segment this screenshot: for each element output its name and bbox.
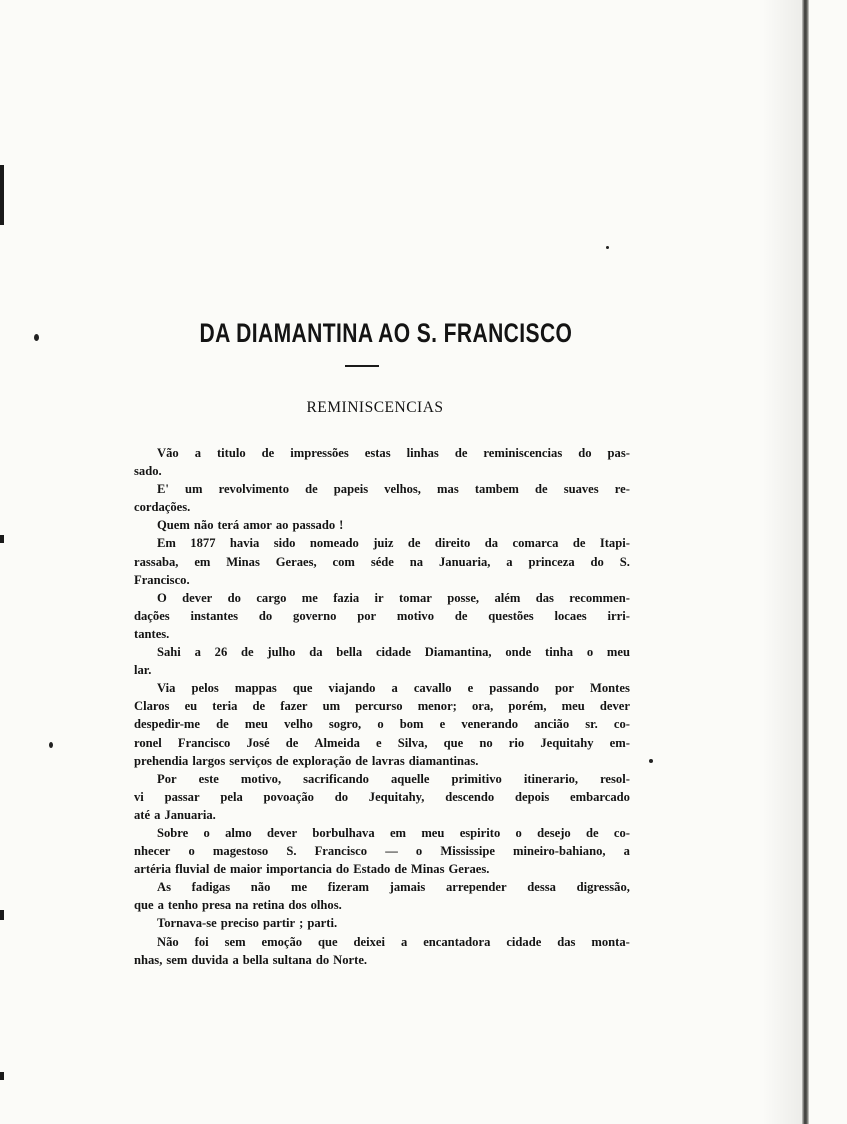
word: tomar xyxy=(398,590,432,605)
word: do xyxy=(258,608,273,623)
word: Via xyxy=(157,681,176,696)
word: amor xyxy=(243,518,272,533)
word: de xyxy=(454,608,468,623)
word: fazer xyxy=(280,699,308,714)
word: Montes xyxy=(589,681,630,696)
word: percurso xyxy=(355,699,403,714)
word: foi xyxy=(194,934,209,949)
word: Mississipe xyxy=(440,844,495,859)
word: me xyxy=(291,880,308,895)
word: importancia xyxy=(266,862,332,877)
word: de xyxy=(241,645,254,660)
title-rule xyxy=(345,365,379,367)
body-text xyxy=(134,444,630,969)
margin-mark xyxy=(0,1072,4,1080)
word: instantes xyxy=(190,608,239,623)
text-line xyxy=(134,661,630,679)
word: ao xyxy=(275,518,289,533)
word: ancião xyxy=(534,717,570,732)
binding-shadow xyxy=(762,0,802,1124)
word: E' xyxy=(157,482,169,497)
word: governo xyxy=(293,608,337,623)
text-line xyxy=(134,878,630,896)
text-line xyxy=(134,607,630,625)
word: S. xyxy=(286,844,297,859)
word: tantes. xyxy=(134,626,170,641)
word: linhas xyxy=(406,446,439,460)
word: Januaria, xyxy=(438,554,491,569)
word: estas xyxy=(364,446,391,460)
word: bom xyxy=(399,717,424,732)
word: itinerario, xyxy=(523,771,579,786)
word: Itapi- xyxy=(599,536,630,551)
word: fizeram xyxy=(327,880,370,895)
word: de xyxy=(355,753,368,768)
word: cargo xyxy=(256,590,287,605)
word: de xyxy=(305,482,318,497)
word: menor; xyxy=(417,699,457,714)
word: nomeado xyxy=(309,536,359,551)
word: além xyxy=(494,590,521,605)
word: primitivo xyxy=(451,771,502,786)
word: presa xyxy=(202,898,232,913)
word: até xyxy=(134,807,151,822)
word: — xyxy=(385,844,398,859)
word: descendo xyxy=(445,789,495,804)
word: S. xyxy=(619,554,630,569)
word: com xyxy=(332,554,355,569)
word: dever xyxy=(182,590,213,605)
word: Minas xyxy=(226,554,260,569)
word: em xyxy=(389,825,407,840)
word: Geraes. xyxy=(448,862,490,877)
word: motivo xyxy=(396,608,434,623)
word: recommen- xyxy=(569,590,630,605)
word: a xyxy=(194,446,201,460)
word: titulo xyxy=(216,446,246,460)
text-line xyxy=(134,824,630,842)
ink-speck xyxy=(649,759,653,763)
word: prehendia xyxy=(134,753,189,768)
word: ronel xyxy=(134,735,162,750)
word: jamais xyxy=(389,880,426,895)
word: digressão, xyxy=(576,880,630,895)
word: e xyxy=(439,717,446,732)
word: re- xyxy=(614,482,630,497)
word: mineiro-bahiano, xyxy=(513,844,606,859)
word: um xyxy=(185,482,203,497)
word: Em xyxy=(157,536,176,551)
word: passar xyxy=(164,789,200,804)
word: lavras xyxy=(371,753,405,768)
word: das xyxy=(557,934,576,949)
word: bella xyxy=(242,952,269,967)
word: largos xyxy=(192,753,226,768)
word: Januaria. xyxy=(164,807,216,822)
word: da xyxy=(309,645,323,660)
margin-mark xyxy=(0,535,4,543)
word: meu xyxy=(421,825,445,840)
word: meu xyxy=(561,699,585,714)
word: aquelle xyxy=(390,771,430,786)
word: ; xyxy=(299,916,304,931)
word: o xyxy=(515,825,522,840)
word: Francisco xyxy=(177,735,231,750)
word: Quem xyxy=(157,518,190,533)
word: Jequitahy, xyxy=(368,789,425,804)
word: de xyxy=(252,699,266,714)
word: reminiscencias xyxy=(483,446,563,460)
word: exploração xyxy=(292,753,352,768)
word: diamantinas. xyxy=(408,753,479,768)
word: nhecer xyxy=(134,844,171,859)
word: arrepender xyxy=(445,880,507,895)
word: suaves xyxy=(563,482,599,497)
word: do xyxy=(335,862,350,877)
word: Jequitahy xyxy=(540,735,594,750)
word: velho xyxy=(284,717,313,732)
word: passado xyxy=(292,518,336,533)
ink-speck xyxy=(49,742,53,748)
text-line xyxy=(134,914,630,932)
word: fluvial xyxy=(175,862,210,877)
word: de xyxy=(213,862,226,877)
text-line xyxy=(134,589,630,607)
word: não xyxy=(250,880,271,895)
word: bella xyxy=(336,645,363,660)
word: porém, xyxy=(508,699,547,714)
word: não xyxy=(193,518,214,533)
word: almo xyxy=(225,825,252,840)
word: papeis xyxy=(333,482,369,497)
word: Geraes, xyxy=(275,554,317,569)
word: retina xyxy=(252,898,285,913)
word: Vão xyxy=(157,446,179,460)
word: de xyxy=(585,825,599,840)
word: sem xyxy=(166,952,188,967)
word: fadigas xyxy=(191,880,231,895)
word: cavallo xyxy=(413,681,452,696)
word: Claros xyxy=(134,699,170,714)
word: ora, xyxy=(471,699,494,714)
text-line xyxy=(134,896,630,914)
word: pela xyxy=(220,789,243,804)
word: a xyxy=(623,844,630,859)
word: emoção xyxy=(261,934,303,949)
word: comarca xyxy=(512,536,559,551)
word: motivo, xyxy=(240,771,282,786)
section-subtitle: REMINISCENCIAS xyxy=(306,399,444,416)
word: artéria xyxy=(134,862,172,877)
word: princeza xyxy=(528,554,575,569)
word: por xyxy=(555,681,574,696)
word: despedir-me xyxy=(134,717,200,732)
word: terá xyxy=(217,518,240,533)
text-line xyxy=(134,516,630,534)
word: Francisco xyxy=(314,844,368,859)
word: magestoso xyxy=(212,844,269,859)
word: Francisco. xyxy=(134,572,190,587)
word: 26 xyxy=(214,645,228,660)
word: questões xyxy=(488,608,534,623)
word: Sahi xyxy=(157,645,181,660)
word: das xyxy=(535,590,554,605)
word: onde xyxy=(505,645,532,660)
word: povoação xyxy=(263,789,314,804)
word: sogro, xyxy=(328,717,362,732)
word: do xyxy=(315,952,330,967)
word: Tornava-se xyxy=(157,916,217,931)
word: dos xyxy=(288,898,307,913)
word: de xyxy=(285,735,299,750)
text-line xyxy=(134,571,630,589)
word: o xyxy=(188,844,195,859)
word: depois xyxy=(514,789,550,804)
word: do xyxy=(578,446,592,460)
word: irri- xyxy=(607,608,630,623)
word: séde xyxy=(370,554,394,569)
word: dações xyxy=(134,608,170,623)
word: de xyxy=(261,446,275,460)
word: havia xyxy=(229,536,260,551)
word: sido xyxy=(273,536,296,551)
word: cordações. xyxy=(134,500,191,515)
word: rassaba, xyxy=(134,554,179,569)
word: impressões xyxy=(290,446,349,460)
word: a xyxy=(232,952,239,967)
word: revolvimento xyxy=(218,482,290,497)
word: meu xyxy=(606,645,630,660)
word: a xyxy=(391,681,398,696)
word: cidade xyxy=(375,645,411,660)
word: 1877 xyxy=(190,536,216,551)
page-title: DA DIAMANTINA AO S. FRANCISCO xyxy=(199,318,573,348)
word: tenho xyxy=(167,898,198,913)
word: serviços xyxy=(229,753,272,768)
text-line xyxy=(134,806,630,824)
ink-speck xyxy=(606,246,609,249)
word: o xyxy=(203,825,210,840)
word: de xyxy=(535,482,548,497)
word: sr. xyxy=(585,717,598,732)
word: deixei xyxy=(353,934,386,949)
word: eu xyxy=(184,699,198,714)
word: monta- xyxy=(591,934,630,949)
word: mas xyxy=(437,482,459,497)
word: a xyxy=(194,645,201,660)
margin-mark xyxy=(0,165,4,225)
word: dever xyxy=(267,825,298,840)
word: meu xyxy=(244,717,268,732)
word: ir xyxy=(374,590,384,605)
word: em xyxy=(194,554,211,569)
word: Silva, xyxy=(397,735,428,750)
text-line xyxy=(134,734,630,752)
margin-mark xyxy=(0,910,4,920)
word: vi xyxy=(134,789,144,804)
word: co- xyxy=(613,825,630,840)
word: duvida xyxy=(191,952,229,967)
word: preciso xyxy=(220,916,259,931)
text-line xyxy=(134,860,630,878)
word: o xyxy=(586,645,594,660)
word: o xyxy=(377,717,384,732)
word: O xyxy=(157,590,167,605)
word: espirito xyxy=(459,825,501,840)
word: a xyxy=(154,807,161,822)
word: na xyxy=(235,898,249,913)
word: fazia xyxy=(333,590,360,605)
word: a xyxy=(506,554,513,569)
text-line xyxy=(134,770,630,788)
word: cidade xyxy=(506,934,542,949)
text-line xyxy=(134,933,630,951)
ink-speck xyxy=(34,334,39,341)
word: parti. xyxy=(307,916,338,931)
word: posse, xyxy=(447,590,480,605)
word: me xyxy=(301,590,318,605)
word: venerando xyxy=(461,717,519,732)
text-line xyxy=(134,842,630,860)
word: Minas xyxy=(410,862,445,877)
text-line xyxy=(134,444,630,462)
text-line xyxy=(134,752,630,770)
word: maior xyxy=(229,862,263,877)
word: que xyxy=(318,934,338,949)
text-line xyxy=(134,625,630,643)
word: em- xyxy=(609,735,630,750)
text-line xyxy=(134,534,630,552)
word: do xyxy=(334,789,348,804)
word: de xyxy=(216,717,229,732)
word: pelos xyxy=(191,681,219,696)
word: ! xyxy=(339,518,344,533)
word: encantadora xyxy=(423,934,491,949)
text-line xyxy=(134,788,630,806)
word: mappas xyxy=(234,681,277,696)
word: Não xyxy=(157,934,179,949)
word: borbulhava xyxy=(312,825,375,840)
text-line xyxy=(134,715,630,733)
text-line xyxy=(134,951,630,969)
word: que xyxy=(292,681,313,696)
text-line xyxy=(134,697,630,715)
word: de xyxy=(275,753,289,768)
word: e xyxy=(467,681,474,696)
word: um xyxy=(322,699,341,714)
word: locaes xyxy=(554,608,587,623)
word: do xyxy=(590,554,604,569)
text-line xyxy=(134,553,630,571)
word: sado. xyxy=(134,464,162,479)
text-line xyxy=(134,462,630,480)
word: passando xyxy=(489,681,539,696)
word: o xyxy=(415,844,423,859)
word: As xyxy=(157,880,171,895)
word: velhos, xyxy=(384,482,421,497)
word: Norte. xyxy=(333,952,368,967)
word: José xyxy=(246,735,270,750)
word: Diamantina, xyxy=(424,645,492,660)
word: sultana xyxy=(272,952,312,967)
word: Almeida xyxy=(314,735,360,750)
word: teria xyxy=(212,699,238,714)
word: de xyxy=(454,446,468,460)
word: Estado xyxy=(353,862,391,877)
binding-edge xyxy=(802,0,809,1124)
word: tinha xyxy=(545,645,574,660)
word: de xyxy=(407,536,421,551)
text-line xyxy=(134,643,630,661)
word: Sobre xyxy=(157,825,189,840)
word: embarcado xyxy=(570,789,630,804)
word: direito xyxy=(434,536,471,551)
word: este xyxy=(198,771,219,786)
word: tambem xyxy=(474,482,519,497)
word: a xyxy=(157,898,164,913)
word: a xyxy=(400,934,408,949)
word: lar. xyxy=(134,663,152,678)
word: resol- xyxy=(600,771,630,786)
word: e xyxy=(376,735,382,750)
word: de xyxy=(572,536,586,551)
word: que xyxy=(443,735,464,750)
word: desejo xyxy=(537,825,571,840)
word: de xyxy=(394,862,407,877)
word: dever xyxy=(599,699,630,714)
word: viajando xyxy=(328,681,376,696)
text-line xyxy=(134,498,630,516)
word: julho xyxy=(267,645,296,660)
word: na xyxy=(409,554,424,569)
word: Por xyxy=(157,771,177,786)
word: juiz xyxy=(373,536,394,551)
word: do xyxy=(227,590,241,605)
word: sem xyxy=(224,934,246,949)
text-line xyxy=(134,679,630,697)
text-line xyxy=(134,480,630,498)
word: da xyxy=(484,536,499,551)
word: nhas, xyxy=(134,952,163,967)
word: co- xyxy=(613,717,630,732)
word: partir xyxy=(262,916,296,931)
word: rio xyxy=(508,735,525,750)
word: dessa xyxy=(527,880,556,895)
word: no xyxy=(479,735,493,750)
word: sacrificando xyxy=(303,771,369,786)
word: que xyxy=(134,898,154,913)
word: olhos. xyxy=(310,898,342,913)
word: por xyxy=(357,608,377,623)
word: pas- xyxy=(607,446,630,460)
